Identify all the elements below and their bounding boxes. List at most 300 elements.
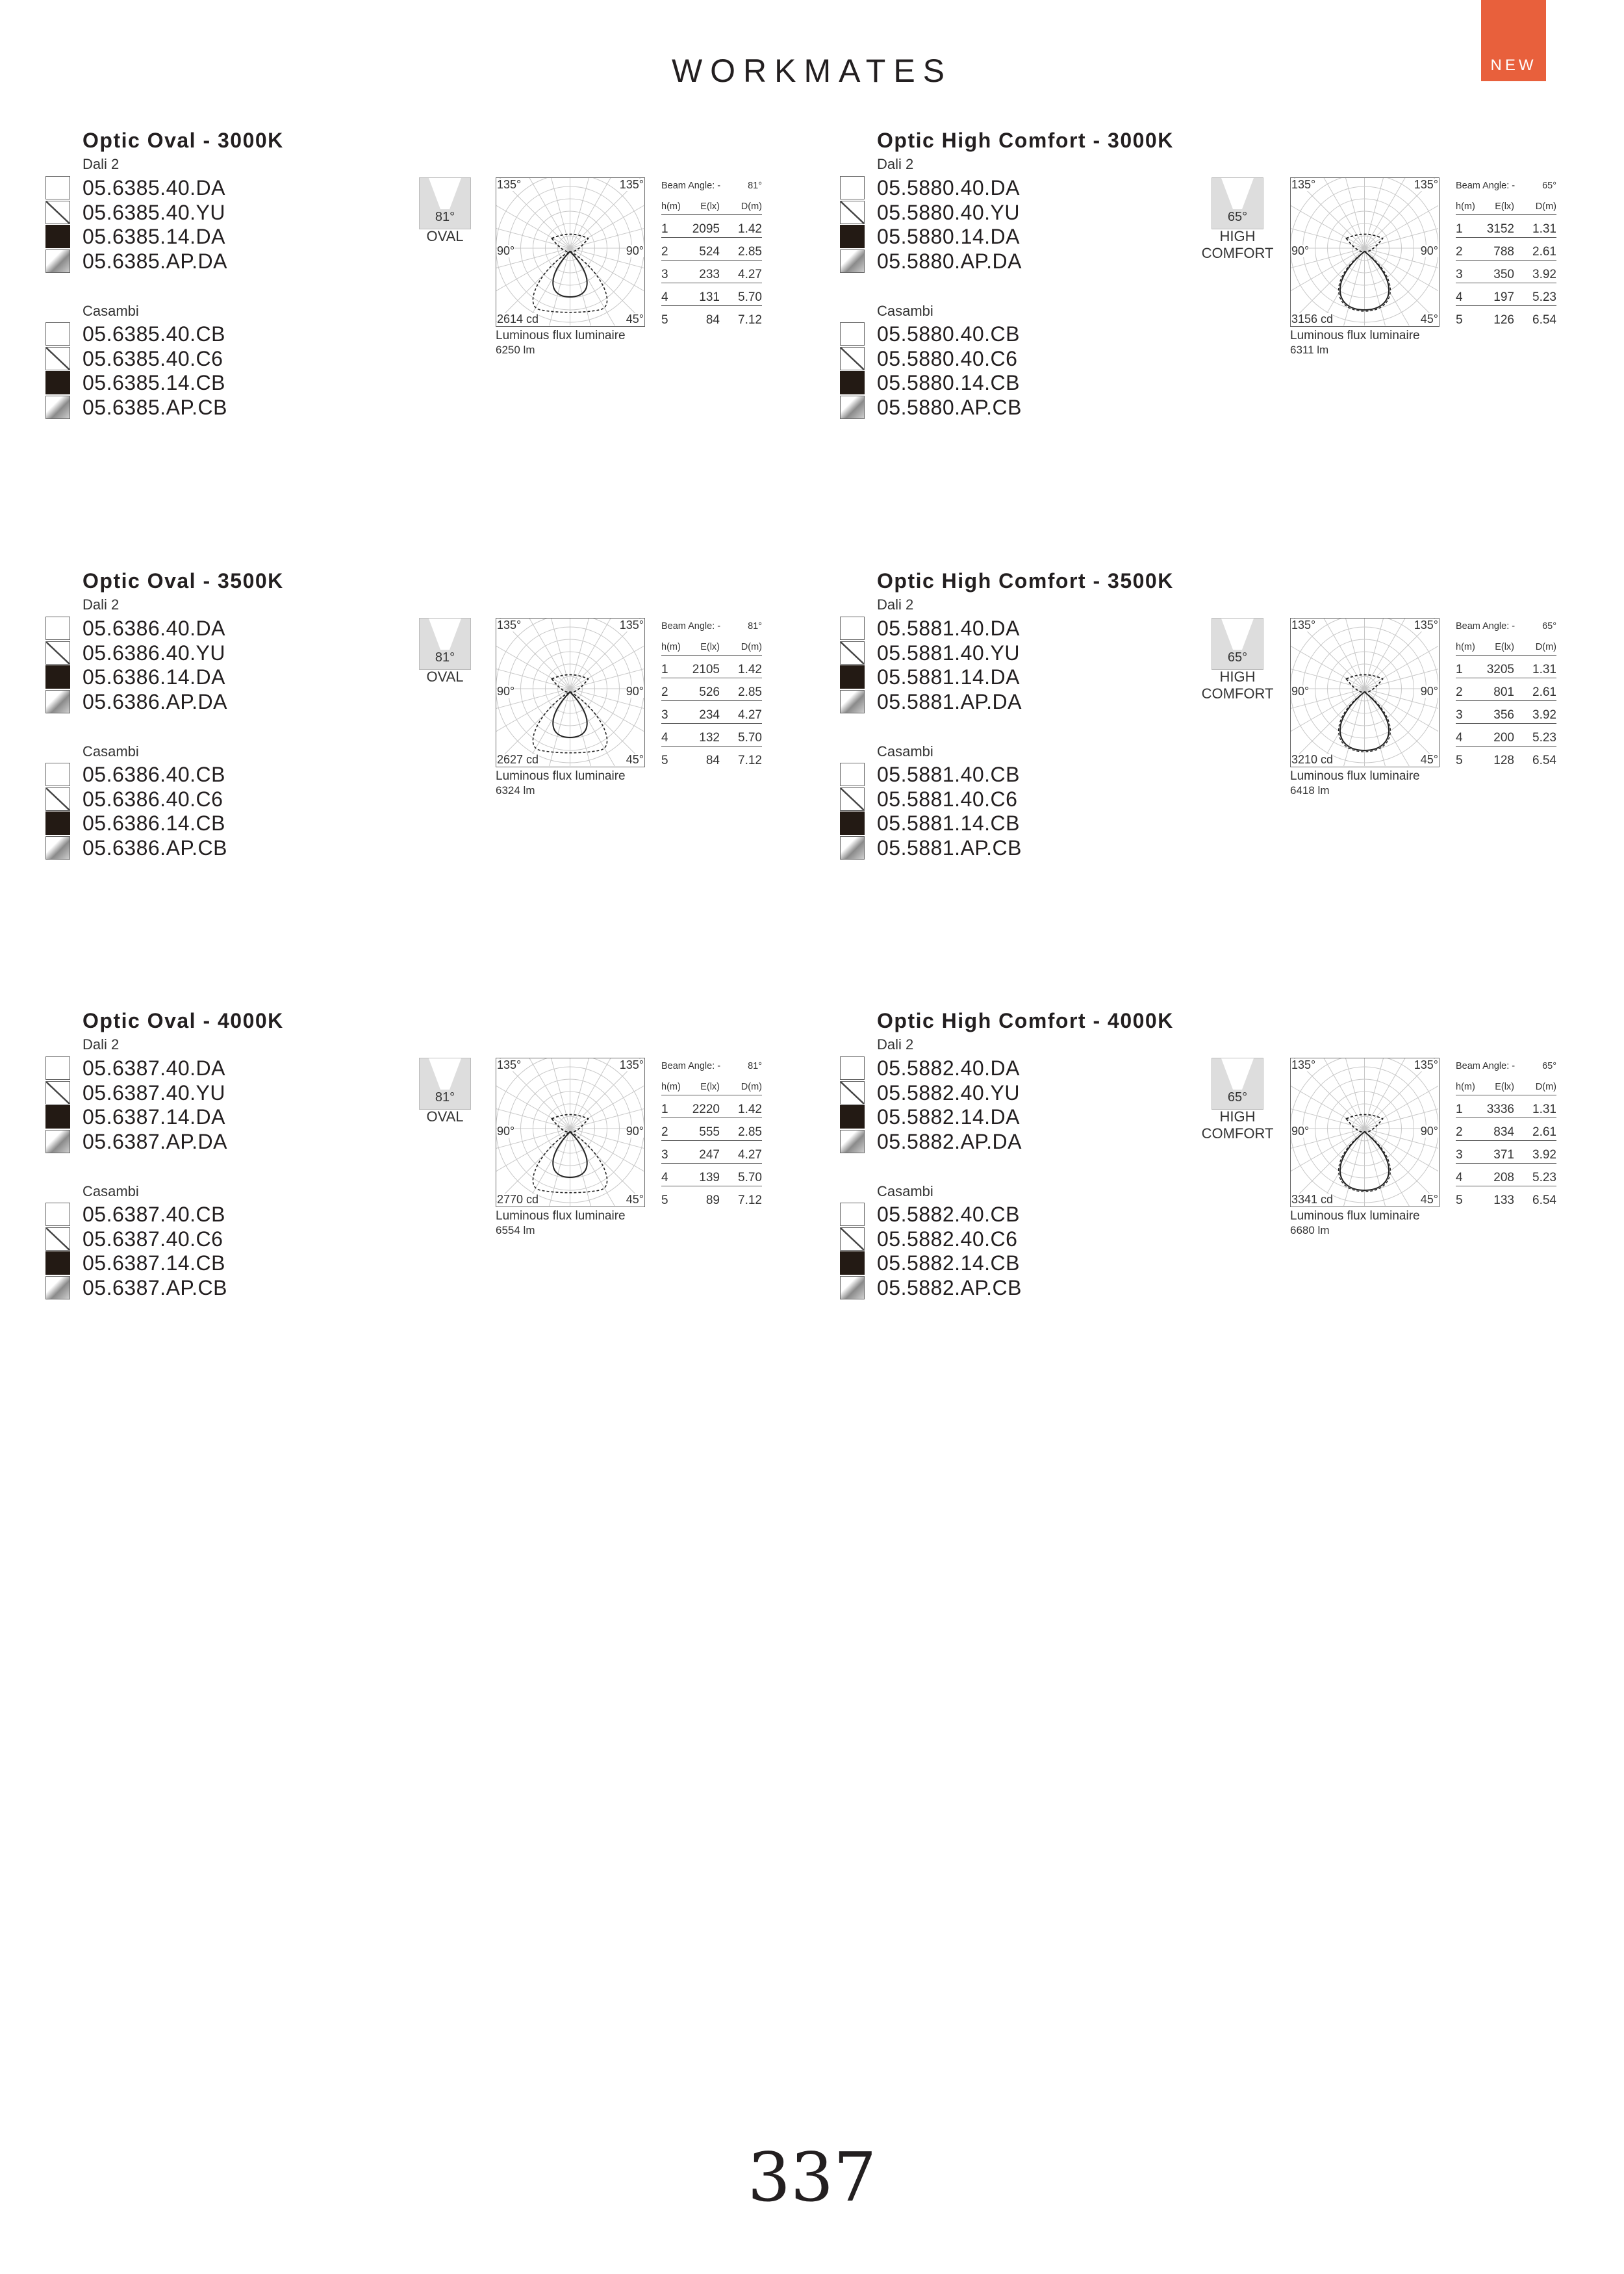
- photometric-table: [661, 196, 762, 333]
- beam-angle-label: Beam Angle: -: [1456, 621, 1516, 632]
- peak-intensity: 3210 cd: [1291, 753, 1334, 766]
- finish-swatch-white-diagonal: [45, 347, 70, 370]
- row-underline: [1456, 723, 1556, 724]
- casambi-label: Casambi: [82, 1183, 139, 1199]
- product-code: 05.5881.14.CB: [877, 811, 1020, 835]
- column-header: D(m): [1535, 642, 1556, 652]
- table-cell: 5.70: [738, 290, 762, 304]
- table-header-row: [1456, 1077, 1556, 1099]
- angle-label-90-right: 90°: [626, 1125, 644, 1138]
- column-header: E(lx): [1495, 1082, 1514, 1092]
- table-cell: 788: [1493, 245, 1514, 259]
- table-cell: 2095: [692, 222, 720, 236]
- polar-diagram: [1290, 177, 1440, 327]
- beam-angle-label: Beam Angle: -: [661, 621, 721, 632]
- angle-label-45: 45°: [1420, 313, 1438, 326]
- product-code: 05.6386.AP.CB: [82, 836, 227, 860]
- table-cell: 350: [1493, 268, 1514, 281]
- product-code: 05.5882.AP.DA: [877, 1129, 1022, 1153]
- product-code: 05.5880.14.DA: [877, 225, 1020, 248]
- row-underline: [1456, 1140, 1556, 1141]
- table-cell: 5: [1456, 313, 1463, 327]
- table-row: [1456, 287, 1556, 310]
- product-code: 05.5881.40.DA: [877, 617, 1020, 640]
- table-cell: 1: [1456, 663, 1463, 676]
- finish-swatch-white-diagonal: [45, 1081, 70, 1105]
- table-cell: 200: [1493, 731, 1514, 745]
- table-cell: 526: [699, 685, 720, 699]
- optic-name-line: OVAL: [426, 228, 464, 244]
- column-header: D(m): [1535, 1082, 1556, 1092]
- product-code: 05.6387.14.CB: [82, 1251, 225, 1275]
- table-row: [1456, 1190, 1556, 1213]
- table-cell: 5.70: [738, 1171, 762, 1184]
- product-code: 05.6385.40.DA: [82, 176, 225, 199]
- finish-swatch-black: [45, 371, 70, 394]
- column-header: E(lx): [700, 642, 720, 652]
- table-cell: 4.27: [738, 1148, 762, 1162]
- table-cell: 2: [1456, 245, 1463, 259]
- table-cell: 132: [699, 731, 720, 745]
- product-code: 05.6385.AP.DA: [82, 249, 227, 273]
- row-underline: [661, 700, 762, 701]
- angle-label-135-right: 135°: [1414, 178, 1438, 191]
- header-underline: [661, 655, 762, 656]
- photometric-table: [1456, 1077, 1556, 1213]
- row-underline: [661, 1163, 762, 1164]
- table-row: [661, 1145, 762, 1168]
- column-header: h(m): [1456, 201, 1475, 212]
- optic-name: [1192, 669, 1283, 702]
- finish-swatch-white: [840, 176, 865, 199]
- finish-swatch-aluminium: [45, 836, 70, 860]
- product-code: 05.6387.AP.DA: [82, 1129, 227, 1153]
- luminous-flux-value: 6311 lm: [1290, 344, 1329, 356]
- finish-swatch-aluminium: [45, 249, 70, 273]
- table-row: [661, 264, 762, 287]
- angle-label-90-left: 90°: [1291, 1125, 1310, 1138]
- table-cell: 5: [661, 1194, 668, 1207]
- table-header-row: [661, 1077, 762, 1099]
- table-cell: 5: [661, 313, 668, 327]
- finish-swatch-white-diagonal: [45, 1227, 70, 1251]
- row-underline: [661, 305, 762, 306]
- section-title: Optic Oval - 3000K: [82, 129, 284, 152]
- table-cell: 5.70: [738, 731, 762, 745]
- finish-swatch-black: [840, 811, 865, 835]
- table-row: [661, 659, 762, 682]
- table-cell: 801: [1493, 685, 1514, 699]
- product-code: 05.6387.40.CB: [82, 1203, 225, 1226]
- column-header: h(m): [661, 201, 681, 212]
- finish-swatch-aluminium: [45, 396, 70, 419]
- table-cell: 208: [1493, 1171, 1514, 1184]
- table-cell: 7.12: [738, 754, 762, 767]
- table-cell: 5: [1456, 754, 1463, 767]
- beam-angle-label: Beam Angle: -: [1456, 181, 1516, 191]
- optic-name-line: COMFORT: [1201, 1125, 1274, 1142]
- dali-label: Dali 2: [877, 596, 914, 613]
- optic-name-line: HIGH: [1219, 1108, 1256, 1125]
- finish-swatch-white: [840, 1056, 865, 1080]
- dali-label: Dali 2: [82, 156, 120, 172]
- table-row: [1456, 310, 1556, 333]
- table-cell: 3336: [1486, 1103, 1514, 1116]
- table-cell: 1: [1456, 222, 1463, 236]
- photometric-table: [1456, 637, 1556, 773]
- polar-diagram: [1290, 1058, 1440, 1207]
- table-cell: 1.31: [1532, 663, 1556, 676]
- beam-angle-label: Beam Angle: -: [661, 181, 721, 191]
- table-cell: 4: [661, 1171, 668, 1184]
- angle-label-45: 45°: [1420, 1193, 1438, 1206]
- polar-diagram: [496, 177, 645, 327]
- table-header-row: [1456, 637, 1556, 659]
- finish-swatch-white-diagonal: [840, 641, 865, 665]
- table-cell: 3152: [1486, 222, 1514, 236]
- table-cell: 1: [661, 222, 668, 236]
- product-code: 05.6386.14.DA: [82, 665, 225, 689]
- row-underline: [1456, 260, 1556, 261]
- section-title: Optic High Comfort - 3500K: [877, 569, 1174, 593]
- table-row: [661, 1122, 762, 1145]
- finish-swatch-white-diagonal: [840, 1081, 865, 1105]
- table-row: [661, 287, 762, 310]
- angle-label-45: 45°: [1420, 753, 1438, 766]
- product-code: 05.5880.40.YU: [877, 200, 1020, 224]
- product-code: 05.6387.40.YU: [82, 1080, 225, 1105]
- table-row: [1456, 728, 1556, 750]
- product-section: [841, 1009, 1556, 1334]
- product-code: 05.6386.40.DA: [82, 617, 225, 640]
- column-header: D(m): [741, 642, 762, 652]
- angle-label-45: 45°: [626, 1193, 644, 1206]
- table-cell: 356: [1493, 708, 1514, 722]
- table-cell: 197: [1493, 290, 1514, 304]
- finish-swatch-black: [840, 371, 865, 394]
- angle-label-135-left: 135°: [497, 178, 522, 191]
- product-code: 05.6385.AP.CB: [82, 395, 227, 419]
- luminous-flux-value: 6418 lm: [1290, 784, 1330, 797]
- luminous-flux-value: 6324 lm: [496, 784, 535, 797]
- casambi-label: Casambi: [82, 303, 139, 319]
- column-header: D(m): [741, 1082, 762, 1092]
- finish-swatch-white: [840, 322, 865, 346]
- product-code: 05.5881.AP.CB: [877, 836, 1022, 860]
- dali-label: Dali 2: [877, 1036, 914, 1053]
- table-cell: 4: [1456, 290, 1463, 304]
- angle-label-135-right: 135°: [619, 178, 644, 191]
- column-header: h(m): [1456, 642, 1475, 652]
- finish-swatch-white-diagonal: [45, 641, 70, 665]
- table-cell: 4: [661, 290, 668, 304]
- table-row: [661, 219, 762, 242]
- angle-label-90-right: 90°: [1420, 1125, 1438, 1138]
- angle-label-135-right: 135°: [1414, 1058, 1438, 1071]
- table-cell: 5.23: [1532, 731, 1556, 745]
- table-cell: 1.31: [1532, 1103, 1556, 1116]
- optic-angle: 81°: [435, 650, 455, 665]
- table-cell: 234: [699, 708, 720, 722]
- column-header: D(m): [1535, 201, 1556, 212]
- table-cell: 555: [699, 1125, 720, 1139]
- casambi-label: Casambi: [877, 303, 933, 319]
- finish-swatch-white: [840, 617, 865, 640]
- finish-swatch-black: [840, 665, 865, 689]
- optic-name-line: HIGH: [1219, 228, 1256, 244]
- angle-label-135-right: 135°: [619, 619, 644, 632]
- table-cell: 3.92: [1532, 708, 1556, 722]
- optic-name-line: OVAL: [426, 669, 464, 685]
- angle-label-90-left: 90°: [497, 244, 515, 257]
- row-underline: [1456, 746, 1556, 747]
- table-row: [1456, 682, 1556, 705]
- table-cell: 2.61: [1532, 685, 1556, 699]
- product-code: 05.5882.40.CB: [877, 1203, 1020, 1226]
- table-cell: 1.42: [738, 663, 762, 676]
- table-header-row: [661, 196, 762, 219]
- finish-swatch-aluminium: [45, 1130, 70, 1153]
- finish-swatch-white: [840, 763, 865, 786]
- finish-swatch-aluminium: [840, 1130, 865, 1153]
- angle-label-135-left: 135°: [1291, 619, 1316, 632]
- table-cell: 3.92: [1532, 268, 1556, 281]
- finish-swatch-white-diagonal: [840, 1227, 865, 1251]
- product-code: 05.6385.14.DA: [82, 225, 225, 248]
- table-cell: 524: [699, 245, 720, 259]
- table-cell: 139: [699, 1171, 720, 1184]
- table-cell: 84: [705, 313, 720, 327]
- product-code: 05.6385.40.CB: [82, 322, 225, 346]
- finish-swatch-white: [840, 1203, 865, 1226]
- table-row: [1456, 219, 1556, 242]
- finish-swatch-aluminium: [840, 396, 865, 419]
- header-underline: [661, 214, 762, 215]
- table-row: [1456, 242, 1556, 264]
- table-cell: 4: [1456, 731, 1463, 745]
- polar-diagram: [496, 1058, 645, 1207]
- table-header-row: [661, 637, 762, 659]
- peak-intensity: 3341 cd: [1291, 1193, 1334, 1206]
- column-header: E(lx): [700, 201, 720, 212]
- optic-name: [400, 669, 490, 685]
- table-row: [661, 705, 762, 728]
- table-cell: 2: [1456, 685, 1463, 699]
- optic-angle: 65°: [1227, 650, 1248, 665]
- optic-name: [400, 228, 490, 245]
- finish-swatch-white-diagonal: [45, 201, 70, 224]
- finish-swatch-aluminium: [840, 836, 865, 860]
- optic-name: [400, 1108, 490, 1125]
- row-underline: [1456, 237, 1556, 238]
- finish-swatch-aluminium: [840, 690, 865, 713]
- table-cell: 128: [1493, 754, 1514, 767]
- finish-swatch-white: [45, 1056, 70, 1080]
- table-cell: 2.61: [1532, 1125, 1556, 1139]
- header-underline: [1456, 655, 1556, 656]
- table-cell: 1.31: [1532, 222, 1556, 236]
- table-cell: 6.54: [1532, 1194, 1556, 1207]
- polar-grid: [496, 1058, 644, 1206]
- product-code: 05.5882.40.C6: [877, 1227, 1018, 1251]
- page-number: 337: [747, 2138, 877, 2217]
- table-cell: 3: [1456, 1148, 1463, 1162]
- table-cell: 2.61: [1532, 245, 1556, 259]
- finish-swatch-black: [840, 1105, 865, 1129]
- row-underline: [661, 1140, 762, 1141]
- optic-name-line: COMFORT: [1201, 685, 1274, 702]
- photometric-table: [661, 1077, 762, 1213]
- finish-swatch-white: [45, 322, 70, 346]
- luminous-flux-value: 6680 lm: [1290, 1224, 1330, 1236]
- peak-intensity: 2614 cd: [497, 313, 539, 326]
- table-row: [661, 682, 762, 705]
- angle-label-135-right: 135°: [1414, 619, 1438, 632]
- table-row: [1456, 1145, 1556, 1168]
- casambi-label: Casambi: [82, 743, 139, 760]
- product-code: 05.5880.14.CB: [877, 371, 1020, 394]
- table-cell: 2.85: [738, 1125, 762, 1139]
- luminous-flux-label: Luminous flux luminaire: [1290, 329, 1420, 342]
- finish-swatch-white-diagonal: [840, 201, 865, 224]
- product-code: 05.6386.40.CB: [82, 763, 225, 786]
- beam-angle-value: 65°: [1542, 621, 1556, 632]
- angle-label-90-right: 90°: [1420, 685, 1438, 698]
- product-section: [841, 129, 1556, 454]
- luminous-flux-value: 6250 lm: [496, 344, 535, 356]
- dali-label: Dali 2: [82, 1036, 120, 1053]
- angle-label-90-right: 90°: [1420, 244, 1438, 257]
- peak-intensity: 2770 cd: [497, 1193, 539, 1206]
- product-code: 05.6386.40.YU: [82, 641, 225, 665]
- section-title: Optic High Comfort - 4000K: [877, 1009, 1174, 1032]
- dali-label: Dali 2: [877, 156, 914, 172]
- table-cell: 1: [661, 663, 668, 676]
- table-cell: 6.54: [1532, 754, 1556, 767]
- column-header: E(lx): [1495, 201, 1514, 212]
- table-cell: 2105: [692, 663, 720, 676]
- table-row: [661, 310, 762, 333]
- optic-angle: 65°: [1227, 210, 1248, 224]
- table-row: [661, 728, 762, 750]
- product-code: 05.6386.AP.DA: [82, 689, 227, 713]
- row-underline: [661, 746, 762, 747]
- finish-swatch-black: [45, 1105, 70, 1129]
- angle-label-135-right: 135°: [619, 1058, 644, 1071]
- product-code: 05.6385.40.YU: [82, 200, 225, 224]
- table-row: [661, 1168, 762, 1190]
- row-underline: [661, 237, 762, 238]
- finish-swatch-black: [45, 1251, 70, 1275]
- table-row: [661, 1190, 762, 1213]
- table-cell: 247: [699, 1148, 720, 1162]
- row-underline: [661, 260, 762, 261]
- luminous-flux-label: Luminous flux luminaire: [1290, 769, 1420, 783]
- table-row: [1456, 1168, 1556, 1190]
- optic-name-line: OVAL: [426, 1108, 464, 1125]
- product-code: 05.5880.AP.DA: [877, 249, 1022, 273]
- page-title: WORKMATES: [671, 53, 953, 89]
- table-cell: 233: [699, 268, 720, 281]
- row-underline: [661, 723, 762, 724]
- angle-label-135-left: 135°: [497, 619, 522, 632]
- finish-swatch-black: [45, 811, 70, 835]
- table-cell: 5.23: [1532, 1171, 1556, 1184]
- table-cell: 133: [1493, 1194, 1514, 1207]
- table-cell: 84: [705, 754, 720, 767]
- finish-swatch-white: [45, 176, 70, 199]
- row-underline: [1456, 700, 1556, 701]
- table-cell: 834: [1493, 1125, 1514, 1139]
- table-cell: 89: [705, 1194, 720, 1207]
- table-cell: 1: [1456, 1103, 1463, 1116]
- optic-name: [1192, 1108, 1283, 1142]
- table-row: [1456, 1099, 1556, 1122]
- table-cell: 4.27: [738, 268, 762, 281]
- finish-swatch-white: [45, 1203, 70, 1226]
- angle-label-90-left: 90°: [1291, 244, 1310, 257]
- product-code: 05.5880.40.CB: [877, 322, 1020, 346]
- column-header: h(m): [661, 1082, 681, 1092]
- angle-label-135-left: 135°: [497, 1058, 522, 1071]
- table-header-row: [1456, 196, 1556, 219]
- finish-swatch-black: [840, 1251, 865, 1275]
- product-code: 05.6385.40.C6: [82, 346, 223, 370]
- angle-label-135-left: 135°: [1291, 178, 1316, 191]
- table-cell: 4.27: [738, 708, 762, 722]
- photometric-table: [661, 637, 762, 773]
- product-code: 05.5881.40.CB: [877, 763, 1020, 786]
- product-code: 05.6386.14.CB: [82, 811, 225, 835]
- angle-label-90-left: 90°: [497, 1125, 515, 1138]
- table-row: [661, 242, 762, 264]
- table-cell: 3: [1456, 268, 1463, 281]
- table-cell: 7.12: [738, 1194, 762, 1207]
- product-code: 05.6387.40.C6: [82, 1227, 223, 1251]
- product-code: 05.5881.14.DA: [877, 665, 1020, 689]
- table-cell: 131: [699, 290, 720, 304]
- column-header: E(lx): [700, 1082, 720, 1092]
- polar-diagram: [1290, 618, 1440, 767]
- table-cell: 3205: [1486, 663, 1514, 676]
- table-cell: 2.85: [738, 685, 762, 699]
- angle-label-45: 45°: [626, 753, 644, 766]
- product-code: 05.5880.40.C6: [877, 346, 1018, 370]
- new-badge: [1481, 0, 1546, 81]
- luminous-flux-label: Luminous flux luminaire: [496, 769, 626, 783]
- product-section: [47, 569, 761, 894]
- product-code: 05.6387.14.DA: [82, 1105, 225, 1129]
- finish-swatch-black: [840, 225, 865, 248]
- optic-angle: 81°: [435, 210, 455, 224]
- product-code: 05.5882.14.DA: [877, 1105, 1020, 1129]
- finish-swatch-white-diagonal: [45, 787, 70, 811]
- table-cell: 3.92: [1532, 1148, 1556, 1162]
- product-code: 05.5882.40.YU: [877, 1080, 1020, 1105]
- product-code: 05.5881.40.C6: [877, 787, 1018, 811]
- polar-diagram: [496, 618, 645, 767]
- table-cell: 4: [661, 731, 668, 745]
- table-cell: 6.54: [1532, 313, 1556, 327]
- column-header: E(lx): [1495, 642, 1514, 652]
- photometric-table: [1456, 196, 1556, 333]
- optic-name-line: COMFORT: [1201, 245, 1274, 261]
- beam-angle-value: 81°: [748, 181, 762, 191]
- table-row: [661, 750, 762, 773]
- polar-grid: [1291, 178, 1438, 326]
- angle-label-45: 45°: [626, 313, 644, 326]
- peak-intensity: 2627 cd: [497, 753, 539, 766]
